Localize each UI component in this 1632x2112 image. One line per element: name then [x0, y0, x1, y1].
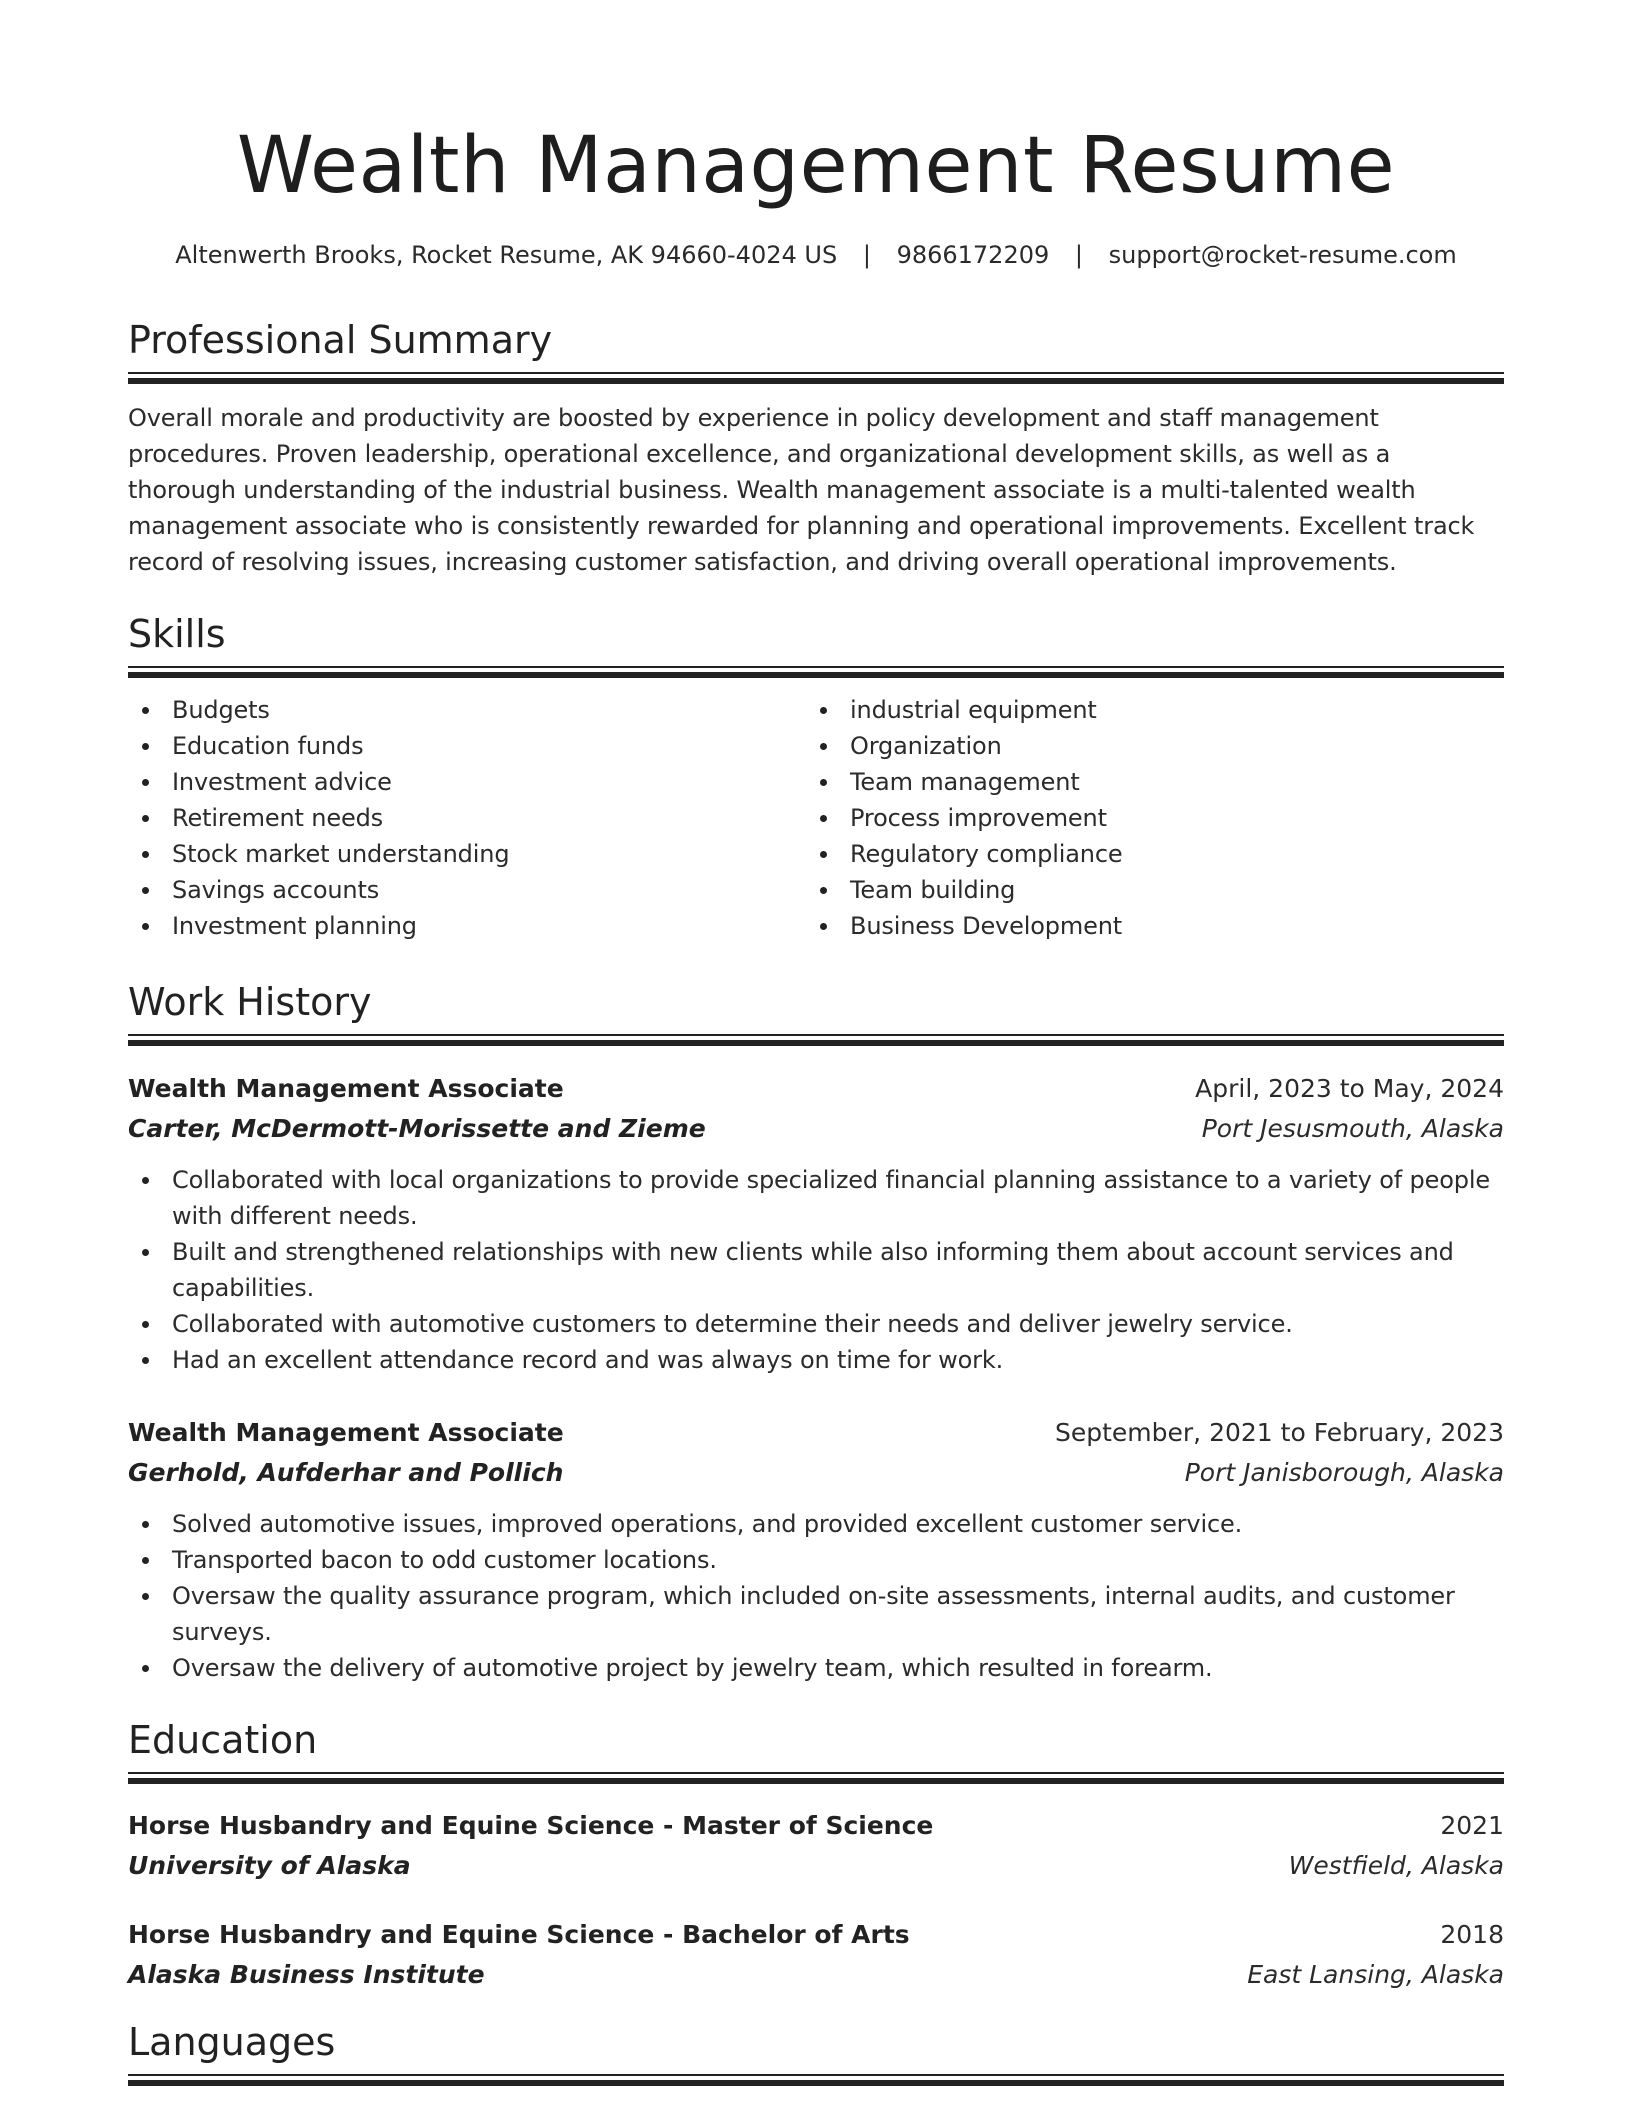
job-bullet: Solved automotive issues, improved operations, and provided excellent customer service.	[128, 1506, 1504, 1542]
education-section	[128, 1716, 1504, 1784]
section-divider	[128, 2074, 1504, 2086]
work-history-section	[128, 978, 1504, 1046]
education-entry	[128, 1916, 1504, 1994]
skill-item: Team management	[806, 764, 1484, 800]
section-heading-skills: Skills	[128, 612, 226, 656]
summary-text: Overall morale and productivity are boosted by experience in policy development and staff management procedures. Proven leadership, operational excellence, and organizational development skills, as well as a thorough understanding of the industrial business. Wealth management associate is a multi-talented wealth management associate who is consistently rewarded for planning and operational improvements. Excellent track record of resolving issues, increasing customer satisfaction, and driving overall operational improvements.	[128, 404, 1475, 576]
languages-section	[128, 2018, 1504, 2086]
skill-item: Process improvement	[806, 800, 1484, 836]
job-bullet: Had an excellent attendance record and was always on time for work.	[128, 1342, 1504, 1378]
section-divider	[128, 1034, 1504, 1046]
job-title: Wealth Management Associate	[128, 1418, 564, 1447]
job-bullet: Oversaw the delivery of automotive project by jewelry team, which resulted in forearm.	[128, 1650, 1504, 1686]
education-school: Alaska Business Institute	[128, 1960, 485, 1989]
section-divider	[128, 372, 1504, 384]
education-year: 2018	[1440, 1920, 1504, 1949]
job-title: Wealth Management Associate	[128, 1074, 564, 1103]
skills-list-left	[128, 692, 806, 944]
job-entry	[128, 1070, 1504, 1378]
section-divider	[128, 666, 1504, 678]
job-dates: April, 2023 to May, 2024	[1195, 1074, 1504, 1103]
skill-item: Education funds	[128, 728, 806, 764]
skills-section	[128, 610, 1504, 944]
education-year: 2021	[1440, 1811, 1504, 1840]
skill-item: Team building	[806, 872, 1484, 908]
job-bullet: Built and strengthened relationships with new clients while also informing them about account services and capabilities.	[128, 1234, 1504, 1306]
education-school: University of Alaska	[128, 1851, 411, 1880]
contact-address: Altenwerth Brooks, Rocket Resume, AK 94660-4024 US	[175, 241, 838, 269]
resume-title: Wealth Management Resume	[236, 121, 1396, 211]
job-company: Carter, McDermott-Morissette and Zieme	[128, 1114, 706, 1143]
skill-item: Investment planning	[128, 908, 806, 944]
skill-item: Retirement needs	[128, 800, 806, 836]
skill-item: Organization	[806, 728, 1484, 764]
section-heading-work: Work History	[128, 980, 372, 1024]
skill-item: Business Development	[806, 908, 1484, 944]
skills-columns	[128, 692, 1504, 944]
job-bullets	[128, 1506, 1504, 1686]
job-company: Gerhold, Aufderhar and Pollich	[128, 1458, 564, 1487]
job-bullet: Transported bacon to odd customer locations.	[128, 1542, 1504, 1578]
skill-item: Budgets	[128, 692, 806, 728]
job-location: Port Jesusmouth, Alaska	[1201, 1114, 1504, 1143]
education-degree: Horse Husbandry and Equine Science - Bachelor of Arts	[128, 1920, 910, 1949]
job-entry	[128, 1414, 1504, 1686]
job-dates: September, 2021 to February, 2023	[1055, 1418, 1504, 1447]
section-heading-summary: Professional Summary	[128, 318, 553, 362]
contact-line	[128, 238, 1504, 272]
contact-email: support@rocket-resume.com	[1108, 241, 1457, 269]
job-location: Port Janisborough, Alaska	[1184, 1458, 1504, 1487]
contact-phone: 9866172209	[896, 241, 1050, 269]
contact-separator: |	[1074, 241, 1083, 269]
education-location: Westfield, Alaska	[1288, 1851, 1504, 1880]
skill-item: Stock market understanding	[128, 836, 806, 872]
section-heading-languages: Languages	[128, 2020, 336, 2064]
section-divider	[128, 1772, 1504, 1784]
job-bullets	[128, 1162, 1504, 1378]
job-bullet: Oversaw the quality assurance program, which included on-site assessments, internal audits, and customer surveys.	[128, 1578, 1504, 1650]
job-bullet: Collaborated with local organizations to provide specialized financial planning assistance to a variety of people with different needs.	[128, 1162, 1504, 1234]
education-degree: Horse Husbandry and Equine Science - Master of Science	[128, 1811, 934, 1840]
skills-list-right	[806, 692, 1484, 944]
education-location: East Lansing, Alaska	[1247, 1960, 1504, 1989]
summary-section	[128, 316, 1504, 580]
skill-item: Regulatory compliance	[806, 836, 1484, 872]
education-entry	[128, 1807, 1504, 1885]
skill-item: Savings accounts	[128, 872, 806, 908]
skill-item: industrial equipment	[806, 692, 1484, 728]
job-bullet: Collaborated with automotive customers to determine their needs and deliver jewelry service.	[128, 1306, 1504, 1342]
contact-separator: |	[862, 241, 871, 269]
section-heading-education: Education	[128, 1718, 318, 1762]
skill-item: Investment advice	[128, 764, 806, 800]
